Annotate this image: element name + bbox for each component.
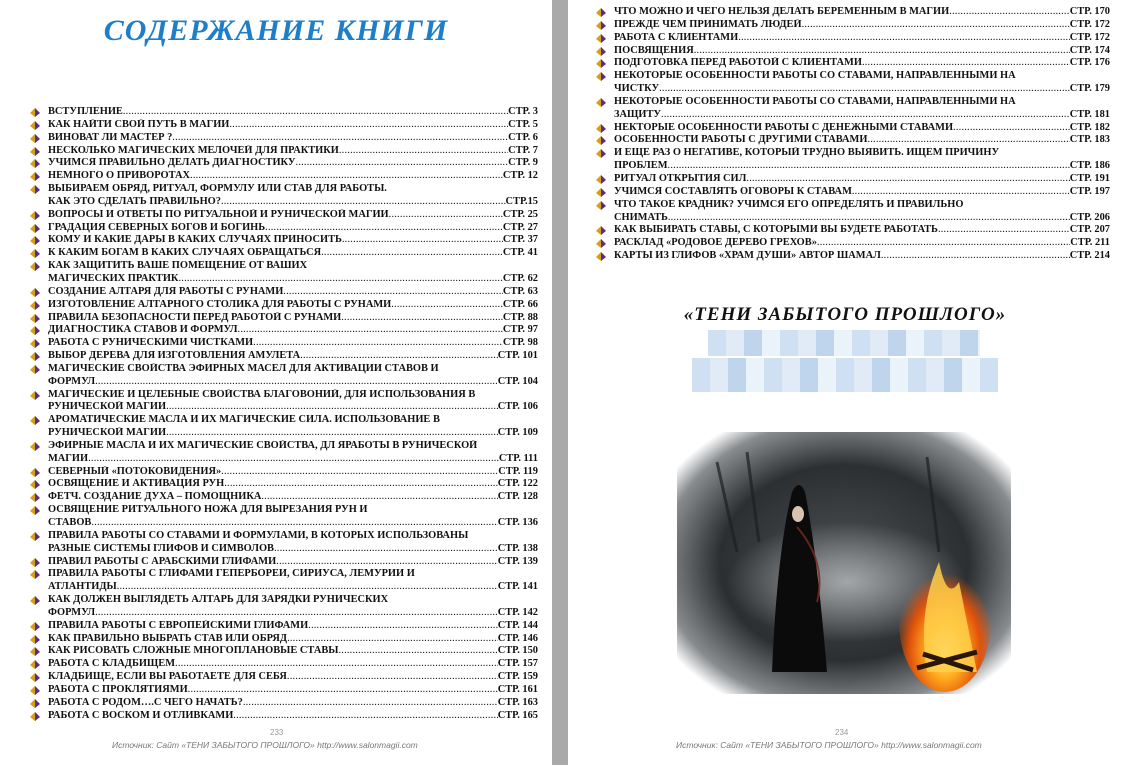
bullet-icon xyxy=(30,352,40,361)
toc-entry xyxy=(28,671,538,684)
toc-entry xyxy=(594,122,1110,135)
toc-entry xyxy=(28,183,538,209)
toc-entry-title: ЭФИРНЫЕ МАСЛА И ИХ МАГИЧЕСКИЕ СВОЙСТВА, ДЛ ЯРАБОТЫ В РУНИЧЕСКОЙ xyxy=(48,439,478,451)
bullet-icon xyxy=(30,314,40,323)
toc-entry xyxy=(594,250,1110,263)
dot-leader xyxy=(221,466,498,479)
toc-entry xyxy=(28,222,538,235)
toc-entry xyxy=(28,478,538,491)
dot-leader xyxy=(341,312,503,325)
dot-leader xyxy=(881,250,1070,263)
toc-entry-title-continued: МАГИЧЕСКИХ ПРАКТИК xyxy=(48,272,179,284)
bullet-icon xyxy=(30,558,40,567)
toc-entry-page: СТР. 165 xyxy=(497,709,538,721)
toc-entry-page: СТР. 88 xyxy=(502,311,538,323)
dot-leader xyxy=(88,453,499,466)
toc-entry-title: ПРАВИЛА РАБОТЫ С ГЛИФАМИ ГЕПЕРБОРЕИ, СИРИУСА, ЛЕМУРИИ И xyxy=(48,568,415,580)
toc-entry xyxy=(28,145,538,158)
bullet-icon xyxy=(30,172,40,181)
toc-entry xyxy=(594,237,1110,250)
toc-entry-title-continued: МАГИИ xyxy=(48,452,89,464)
toc-entry-title: ФЕТЧ. СОЗДАНИЕ ДУХА – ПОМОЩНИКА xyxy=(48,491,262,503)
dot-leader xyxy=(224,478,498,491)
dot-leader xyxy=(190,170,503,183)
toc-entry xyxy=(28,658,538,671)
toc-entry-page: СТР. 106 xyxy=(497,401,538,413)
bullet-icon xyxy=(596,34,606,43)
toc-entry xyxy=(28,556,538,569)
toc-entry xyxy=(28,260,538,286)
toc-entry-title: ЧТО МОЖНО И ЧЕГО НЕЛЬЗЯ ДЕЛАТЬ БЕРЕМЕННЫМ В МАГИИ xyxy=(614,6,950,17)
toc-entry xyxy=(28,594,538,620)
right-page xyxy=(568,0,1122,765)
toc-entry-page: СТР. 66 xyxy=(502,298,538,310)
toc-entry-page: СТР. 174 xyxy=(1069,44,1110,56)
dot-leader xyxy=(229,119,508,132)
toc-entry-page: СТР. 9 xyxy=(508,157,538,169)
bullet-icon xyxy=(30,699,40,708)
bullet-icon xyxy=(30,147,40,156)
page-footer: Источник: Сайт «ТЕНИ ЗАБЫТОГО ПРОШЛОГО» http://www.salonmagii.com xyxy=(112,740,418,750)
dot-leader xyxy=(287,633,498,646)
toc-entry-page: СТР. 183 xyxy=(1069,134,1110,146)
toc-entry-page: СТР. 12 xyxy=(502,170,538,182)
bullet-icon xyxy=(596,59,606,68)
toc-entry-page: СТР. 136 xyxy=(497,517,538,528)
bullet-icon xyxy=(30,262,40,271)
toc-entry-title: ГРАДАЦИЯ СЕВЕРНЫХ БОГОВ И БОГИНЬ xyxy=(48,221,266,233)
toc-entry-page: СТР. 207 xyxy=(1069,224,1110,236)
table-of-contents xyxy=(28,106,538,723)
dot-leader xyxy=(287,671,498,684)
toc-entry-title: ВЫБИРАЕМ ОБРЯД, РИТУАЛ, ФОРМУЛУ ИЛИ СТАВ ДЛЯ РАБОТЫ. xyxy=(48,183,387,195)
dot-leader xyxy=(178,273,502,286)
toc-entry-title: РАСКЛАД «РОДОВОЕ ДЕРЕВО ГРЕХОВ» xyxy=(614,237,817,249)
toc-entry-page: СТР. 211 xyxy=(1070,237,1110,249)
bullet-icon xyxy=(596,149,606,158)
toc-entry-title: КАК ВЫБИРАТЬ СТАВЫ, С КОТОРЫМИ ВЫ БУДЕТЕ РАБОТАТЬ xyxy=(614,224,938,236)
toc-entry-title: ПРЕЖДЕ ЧЕМ ПРИНИМАТЬ ЛЮДЕЙ xyxy=(614,18,802,30)
left-page xyxy=(0,0,552,765)
bullet-icon xyxy=(596,226,606,235)
toc-entry xyxy=(28,286,538,299)
toc-entry xyxy=(28,132,538,145)
toc-entry-page: СТР. 182 xyxy=(1069,121,1110,133)
toc-entry-title: РАБОТА С РОДОМ….С ЧЕГО НАЧАТЬ? xyxy=(48,696,243,708)
bullet-icon xyxy=(30,493,40,502)
dot-leader xyxy=(668,212,1070,225)
toc-entry-title: ИЗГОТОВЛЕНИЕ АЛТАРНОГО СТОЛИКА ДЛЯ РАБОТЫ С РУНАМИ xyxy=(48,298,392,310)
toc-entry xyxy=(28,440,538,466)
toc-entry-title-continued: РУНИЧЕСКОЙ МАГИИ xyxy=(48,401,167,413)
toc-entry-page: СТР. 111 xyxy=(498,452,538,464)
bullet-icon xyxy=(596,98,606,107)
bullet-icon xyxy=(30,712,40,721)
dot-leader xyxy=(123,106,508,119)
toc-entry xyxy=(28,684,538,697)
toc-entry-page: СТР. 144 xyxy=(497,619,538,631)
bullet-icon xyxy=(596,8,606,17)
toc-entry-page: СТР. 119 xyxy=(498,465,538,477)
bullet-icon xyxy=(30,211,40,220)
page-number: 234 xyxy=(835,728,849,737)
bullet-icon xyxy=(30,365,40,374)
toc-entry-page: СТР. 37 xyxy=(502,234,538,246)
toc-entry-page: СТР. 27 xyxy=(502,221,538,233)
dot-leader xyxy=(95,607,498,620)
toc-entry-page: СТР. 150 xyxy=(497,645,538,657)
blurred-text xyxy=(708,330,980,356)
toc-entry-title: КОМУ И КАКИЕ ДАРЫ В КАКИХ СЛУЧАЯХ ПРИНОСИТЬ xyxy=(48,234,342,246)
toc-entry xyxy=(594,57,1110,70)
toc-entry xyxy=(28,620,538,633)
toc-entry-title: АРОМАТИЧЕСКИЕ МАСЛА И ИХ МАГИЧЕСКИЕ СИЛА. ИСПОЛЬЗОВАНИЕ В xyxy=(48,414,440,426)
toc-entry-page: СТР. 128 xyxy=(497,491,538,503)
toc-entry-page: СТР. 146 xyxy=(497,632,538,644)
bullet-icon xyxy=(596,47,606,56)
bullet-icon xyxy=(30,596,40,605)
dot-leader xyxy=(172,132,508,145)
bullet-icon xyxy=(30,326,40,335)
bullet-icon xyxy=(30,647,40,656)
table-of-contents xyxy=(594,6,1110,263)
dot-leader xyxy=(339,145,508,158)
toc-entry-page: СТР. 170 xyxy=(1069,6,1110,17)
toc-entry-page: СТР. 141 xyxy=(497,581,538,593)
bullet-icon xyxy=(30,635,40,644)
toc-entry-title-continued: ПРОБЛЕМ xyxy=(614,160,668,172)
toc-entry-title: И ЕЩЕ РАЗ О НЕГАТИВЕ, КОТОРЫЙ ТРУДНО ВЫЯВИТЬ. ИЩЕМ ПРИЧИНУ xyxy=(614,147,1000,159)
toc-entry xyxy=(594,32,1110,45)
dot-leader xyxy=(166,401,498,414)
dot-leader xyxy=(243,697,498,710)
dot-leader xyxy=(283,286,503,299)
toc-entry-title: НЕСКОЛЬКО МАГИЧЕСКИХ МЕЛОЧЕЙ ДЛЯ ПРАКТИКИ xyxy=(48,144,339,156)
bullet-icon xyxy=(30,416,40,425)
toc-entry xyxy=(28,106,538,119)
dot-leader xyxy=(694,45,1070,58)
toc-entry-title: ОСВЯЩЕНИЕ РИТУАЛЬНОГО НОЖА ДЛЯ ВЫРЕЗАНИЯ РУН И xyxy=(48,504,368,516)
toc-entry-title-continued: ЧИСТКУ xyxy=(614,83,660,95)
page-footer: Источник: Сайт «ТЕНИ ЗАБЫТОГО ПРОШЛОГО» http://www.salonmagii.com xyxy=(676,740,982,750)
toc-entry-title: КАК НАЙТИ СВОЙ ПУТЬ В МАГИИ xyxy=(48,118,230,130)
bullet-icon xyxy=(30,121,40,130)
toc-entry-title: НЕКОТОРЫЕ ОСОБЕННОСТИ РАБОТЫ СО СТАВАМИ, НАПРАВЛЕННЫМИ НА xyxy=(614,95,1016,107)
toc-entry-page: СТР. 62 xyxy=(502,272,538,284)
toc-entry-title: КАРТЫ ИЗ ГЛИФОВ «ХРАМ ДУШИ» АВТОР ШАМАЛ xyxy=(614,250,881,262)
bullet-icon xyxy=(30,686,40,695)
toc-entry-title: ОСОБЕННОСТИ РАБОТЫ С ДРУГИМИ СТАВАМИ xyxy=(614,134,868,146)
dot-leader xyxy=(938,224,1070,237)
toc-entry-title: НЕКТОРЫЕ ОСОБЕННОСТИ РАБОТЫ С ДЕНЕЖНЫМИ СТАВАМИ xyxy=(614,121,954,133)
toc-entry-page: СТР. 159 xyxy=(497,671,538,683)
toc-entry-page: СТР. 179 xyxy=(1069,83,1110,95)
toc-entry-title: ВСТУПЛЕНИЕ xyxy=(48,106,123,117)
toc-entry-title: ОСВЯЩЕНИЕ И АКТИВАЦИЯ РУН xyxy=(48,478,225,490)
dot-leader xyxy=(949,6,1070,19)
toc-entry-title: КАК ДОЛЖЕН ВЫГЛЯДЕТЬ АЛТАРЬ ДЛЯ ЗАРЯДКИ РУНИЧЕСКИХ xyxy=(48,594,389,606)
toc-entry-title: КАК ЗАЩИТИТЬ ВАШЕ ПОМЕЩЕНИЕ ОТ ВАШИХ xyxy=(48,260,308,272)
toc-entry-title: ПРАВИЛА БЕЗОПАСНОСТИ ПЕРЕД РАБОТОЙ С РУНАМИ xyxy=(48,311,342,323)
toc-entry xyxy=(594,45,1110,58)
toc-entry xyxy=(594,199,1110,225)
toc-entry-title-continued: ФОРМУЛ xyxy=(48,606,96,618)
toc-entry xyxy=(28,157,538,170)
toc-entry-page: СТР. 172 xyxy=(1069,18,1110,30)
toc-entry-title: ЧТО ТАКОЕ КРАДНИК? УЧИМСЯ ЕГО ОПРЕДЕЛЯТЬ И ПРАВИЛЬНО xyxy=(614,198,964,210)
dot-leader xyxy=(852,186,1070,199)
toc-entry-title: УЧИМСЯ СОСТАВЛЯТЬ ОГОВОРЫ К СТАВАМ xyxy=(614,185,852,197)
toc-entry-title: РАБОТА С КЛАДБИЩЕМ xyxy=(48,658,176,670)
dot-leader xyxy=(188,684,498,697)
bullet-icon xyxy=(596,201,606,210)
dot-leader xyxy=(867,134,1069,147)
toc-entry-title-continued: РУНИЧЕСКОЙ МАГИИ xyxy=(48,427,167,439)
toc-entry xyxy=(28,234,538,247)
bullet-icon xyxy=(30,391,40,400)
toc-entry xyxy=(28,324,538,337)
toc-entry-page: СТР. 101 xyxy=(497,350,538,362)
toc-entry xyxy=(28,466,538,479)
bullet-icon xyxy=(596,175,606,184)
dot-leader xyxy=(659,83,1070,96)
toc-entry-title: НЕМНОГО О ПРИВОРОТАХ xyxy=(48,170,191,182)
toc-entry xyxy=(594,134,1110,147)
toc-entry xyxy=(594,224,1110,237)
toc-entry-page: СТР. 41 xyxy=(502,247,538,259)
toc-entry-title: СОЗДАНИЕ АЛТАРЯ ДЛЯ РАБОТЫ С РУНАМИ xyxy=(48,285,284,297)
toc-entry xyxy=(28,504,538,530)
toc-entry-title: ВЫБОР ДЕРЕВА ДЛЯ ИЗГОТОВЛЕНИЯ АМУЛЕТА xyxy=(48,350,301,362)
toc-entry-page: СТР. 25 xyxy=(502,208,538,220)
toc-entry-title: СЕВЕРНЫЙ «ПОТОКОВИДЕНИЯ» xyxy=(48,465,222,477)
toc-entry-page: СТР. 157 xyxy=(497,658,538,670)
bullet-icon xyxy=(30,339,40,348)
toc-entry xyxy=(28,530,538,556)
dot-leader xyxy=(253,337,503,350)
toc-entry-page: СТР. 7 xyxy=(508,144,538,156)
toc-entry-title: РАБОТА С ПРОКЛЯТИЯМИ xyxy=(48,683,188,695)
toc-entry-page: СТР. 98 xyxy=(502,337,538,349)
bullet-icon xyxy=(596,252,606,261)
toc-entry-title: РИТУАЛ ОТКРЫТИЯ СИЛ xyxy=(614,172,747,184)
toc-entry xyxy=(28,337,538,350)
toc-entry-page: СТР. 104 xyxy=(497,375,538,387)
bullet-icon xyxy=(30,532,40,541)
toc-entry-title: ПОСВЯЩЕНИЯ xyxy=(614,44,694,56)
toc-entry-title: КАК ПРАВИЛЬНО ВЫБРАТЬ СТАВ ИЛИ ОБРЯД xyxy=(48,632,288,644)
dot-leader xyxy=(91,517,497,530)
toc-entry-title: РАБОТА С ВОСКОМ И ОТЛИВКАМИ xyxy=(48,709,234,721)
bullet-icon xyxy=(30,468,40,477)
dot-leader xyxy=(221,196,506,209)
bullet-icon xyxy=(30,108,40,117)
toc-entry-title: ПРАВИЛ РАБОТЫ С АРАБСКИМИ ГЛИФАМИ xyxy=(48,555,277,567)
dot-leader xyxy=(338,645,497,658)
toc-entry xyxy=(28,363,538,389)
dot-leader xyxy=(233,710,497,723)
bullet-icon xyxy=(30,442,40,451)
dot-leader xyxy=(300,350,498,363)
dot-leader xyxy=(166,427,498,440)
toc-entry-title: НЕКОТОРЫЕ ОСОБЕННОСТИ РАБОТЫ СО СТАВАМИ, НАПРАВЛЕННЫМИ НА xyxy=(614,70,1016,82)
dot-leader xyxy=(862,57,1070,70)
dot-leader xyxy=(175,658,498,671)
dot-leader xyxy=(308,620,498,633)
dot-leader xyxy=(746,173,1069,186)
dot-leader xyxy=(261,491,497,504)
dot-leader xyxy=(342,234,503,247)
toc-entry xyxy=(28,170,538,183)
toc-entry-page: СТР. 197 xyxy=(1069,185,1110,197)
bullet-icon xyxy=(30,288,40,297)
toc-entry-page: СТР. 139 xyxy=(497,555,538,567)
toc-entry-title: ПРАВИЛА РАБОТЫ СО СТАВАМИ И ФОРМУЛАМИ, В КОТОРЫХ ИСПОЛЬЗОВАНЫ xyxy=(48,529,469,541)
dot-leader xyxy=(296,157,509,170)
toc-entry-title: КЛАДБИЩЕ, ЕСЛИ ВЫ РАБОТАЕТЕ ДЛЯ СЕБЯ xyxy=(48,671,287,683)
toc-entry-title: ВОПРОСЫ И ОТВЕТЫ ПО РИТУАЛЬНОЙ И РУНИЧЕСКОЙ МАГИИ xyxy=(48,208,389,220)
dot-leader xyxy=(953,122,1070,135)
bullet-icon xyxy=(30,673,40,682)
toc-entry xyxy=(28,389,538,415)
bullet-icon xyxy=(596,21,606,30)
bullet-icon xyxy=(30,570,40,579)
dot-leader xyxy=(265,222,503,235)
toc-entry xyxy=(594,19,1110,32)
bullet-icon xyxy=(30,185,40,194)
toc-entry-page: СТР. 142 xyxy=(497,606,538,618)
toc-entry-title: ПОДГОТОВКА ПЕРЕД РАБОТОЙ С КЛИЕНТАМИ xyxy=(614,57,862,69)
toc-entry-title-continued: ФОРМУЛ xyxy=(48,375,96,387)
bullet-icon xyxy=(596,72,606,81)
toc-entry-title-continued: СНИМАТЬ xyxy=(614,211,668,223)
bullet-icon xyxy=(30,236,40,245)
bullet-icon xyxy=(30,480,40,489)
toc-entry-page: СТР. 138 xyxy=(497,542,538,554)
dot-leader xyxy=(276,556,498,569)
toc-entry-title: МАГИЧЕСКИЕ И ЦЕЛЕБНЫЕ СВОЙСТВА БЛАГОВОНИЙ, ДЛЯ ИСПОЛЬЗОВАНИЯ В xyxy=(48,388,476,400)
site-title: «ТЕНИ ЗАБЫТОГО ПРОШЛОГО» xyxy=(683,304,1007,325)
toc-entry xyxy=(28,645,538,658)
dot-leader xyxy=(238,324,503,337)
toc-entry-page: СТР. 163 xyxy=(497,696,538,708)
dot-leader xyxy=(321,247,503,260)
toc-entry-page: СТР. 6 xyxy=(508,131,538,143)
toc-entry xyxy=(594,186,1110,199)
toc-entry xyxy=(594,173,1110,186)
toc-entry-title: УЧИМСЯ ПРАВИЛЬНО ДЕЛАТЬ ДИАГНОСТИКУ xyxy=(48,157,296,169)
toc-entry-title-continued: ЗАЩИТУ xyxy=(614,108,662,120)
toc-entry-title: КАК РИСОВАТЬ СЛОЖНЫЕ МНОГОПЛАНОВЫЕ СТАВЫ xyxy=(48,645,339,657)
bullet-icon xyxy=(596,188,606,197)
blurred-text xyxy=(692,358,998,392)
toc-entry-title: РАБОТА С РУНИЧЕСКИМИ ЧИСТКАМИ xyxy=(48,337,254,349)
toc-entry-title-continued: СТАВОВ xyxy=(48,517,92,528)
toc-entry-page: СТР. 214 xyxy=(1069,250,1110,262)
bullet-icon xyxy=(596,124,606,133)
toc-entry-page: СТР. 5 xyxy=(508,118,538,130)
dot-leader xyxy=(391,299,503,312)
page-number: 233 xyxy=(270,728,284,737)
toc-entry-page: СТР. 97 xyxy=(502,324,538,336)
toc-entry xyxy=(594,6,1110,19)
toc-entry-page: СТР. 176 xyxy=(1069,57,1110,69)
toc-entry xyxy=(594,70,1110,96)
dot-leader xyxy=(738,32,1070,45)
bullet-icon xyxy=(30,134,40,143)
page-title: СОДЕРЖАНИЕ КНИГИ xyxy=(103,14,449,47)
bullet-icon xyxy=(30,622,40,631)
toc-entry xyxy=(28,209,538,222)
toc-entry xyxy=(28,633,538,646)
toc-entry xyxy=(28,299,538,312)
toc-entry xyxy=(594,147,1110,173)
toc-entry xyxy=(28,697,538,710)
toc-entry-page: СТР. 63 xyxy=(502,285,538,297)
toc-entry-page: СТР. 181 xyxy=(1069,108,1110,120)
toc-entry xyxy=(28,491,538,504)
toc-entry-title-continued: АТЛАНТИДЫ xyxy=(48,581,117,593)
toc-entry-page: СТР. 122 xyxy=(497,478,538,490)
toc-entry xyxy=(28,568,538,594)
dot-leader xyxy=(817,237,1070,250)
toc-entry xyxy=(28,350,538,363)
bullet-icon xyxy=(596,239,606,248)
dot-leader xyxy=(389,209,503,222)
toc-entry-page: СТР. 172 xyxy=(1069,31,1110,43)
dot-leader xyxy=(668,160,1070,173)
bullet-icon xyxy=(30,660,40,669)
toc-entry-page: СТР. 109 xyxy=(497,427,538,439)
dot-leader xyxy=(95,376,498,389)
toc-entry-title: ПРАВИЛА РАБОТЫ С ЕВРОПЕЙСКИМИ ГЛИФАМИ xyxy=(48,619,309,631)
bullet-icon xyxy=(30,506,40,515)
toc-entry-page: СТР.15 xyxy=(505,195,538,207)
toc-entry-page: СТР. 3 xyxy=(508,106,538,117)
dot-leader xyxy=(661,109,1070,122)
toc-entry-page: СТР. 206 xyxy=(1069,211,1110,223)
dot-leader xyxy=(802,19,1070,32)
toc-entry xyxy=(594,96,1110,122)
dot-leader xyxy=(274,543,498,556)
toc-entry-title: ДИАГНОСТИКА СТАВОВ И ФОРМУЛ xyxy=(48,324,238,336)
toc-entry-title-continued: РАЗНЫЕ СИСТЕМЫ ГЛИФОВ И СИМВОЛОВ xyxy=(48,542,274,554)
toc-entry-title: РАБОТА С КЛИЕНТАМИ xyxy=(614,31,739,43)
dot-leader xyxy=(117,581,498,594)
witch-bonfire-image xyxy=(677,432,1011,694)
toc-entry xyxy=(28,414,538,440)
toc-entry xyxy=(28,312,538,325)
bullet-icon xyxy=(30,301,40,310)
toc-entry-page: СТР. 161 xyxy=(497,683,538,695)
toc-entry-title: ВИНОВАТ ЛИ МАСТЕР ? xyxy=(48,131,173,143)
bullet-icon xyxy=(30,159,40,168)
bullet-icon xyxy=(596,136,606,145)
toc-entry-title: К КАКИМ БОГАМ В КАКИХ СЛУЧАЯХ ОБРАЩАТЬСЯ xyxy=(48,247,322,259)
bullet-icon xyxy=(30,224,40,233)
bullet-icon xyxy=(30,249,40,258)
toc-entry-page: СТР. 191 xyxy=(1069,172,1110,184)
toc-entry-page: СТР. 186 xyxy=(1069,160,1110,172)
toc-entry xyxy=(28,119,538,132)
toc-entry xyxy=(28,247,538,260)
toc-entry-title: МАГИЧЕСКИЕ СВОЙСТВА ЭФИРНЫХ МАСЕЛ ДЛЯ АКТИВАЦИИ СТАВОВ И xyxy=(48,362,439,374)
toc-entry-title-continued: КАК ЭТО СДЕЛАТЬ ПРАВИЛЬНО? xyxy=(48,195,221,207)
toc-entry xyxy=(28,710,538,723)
